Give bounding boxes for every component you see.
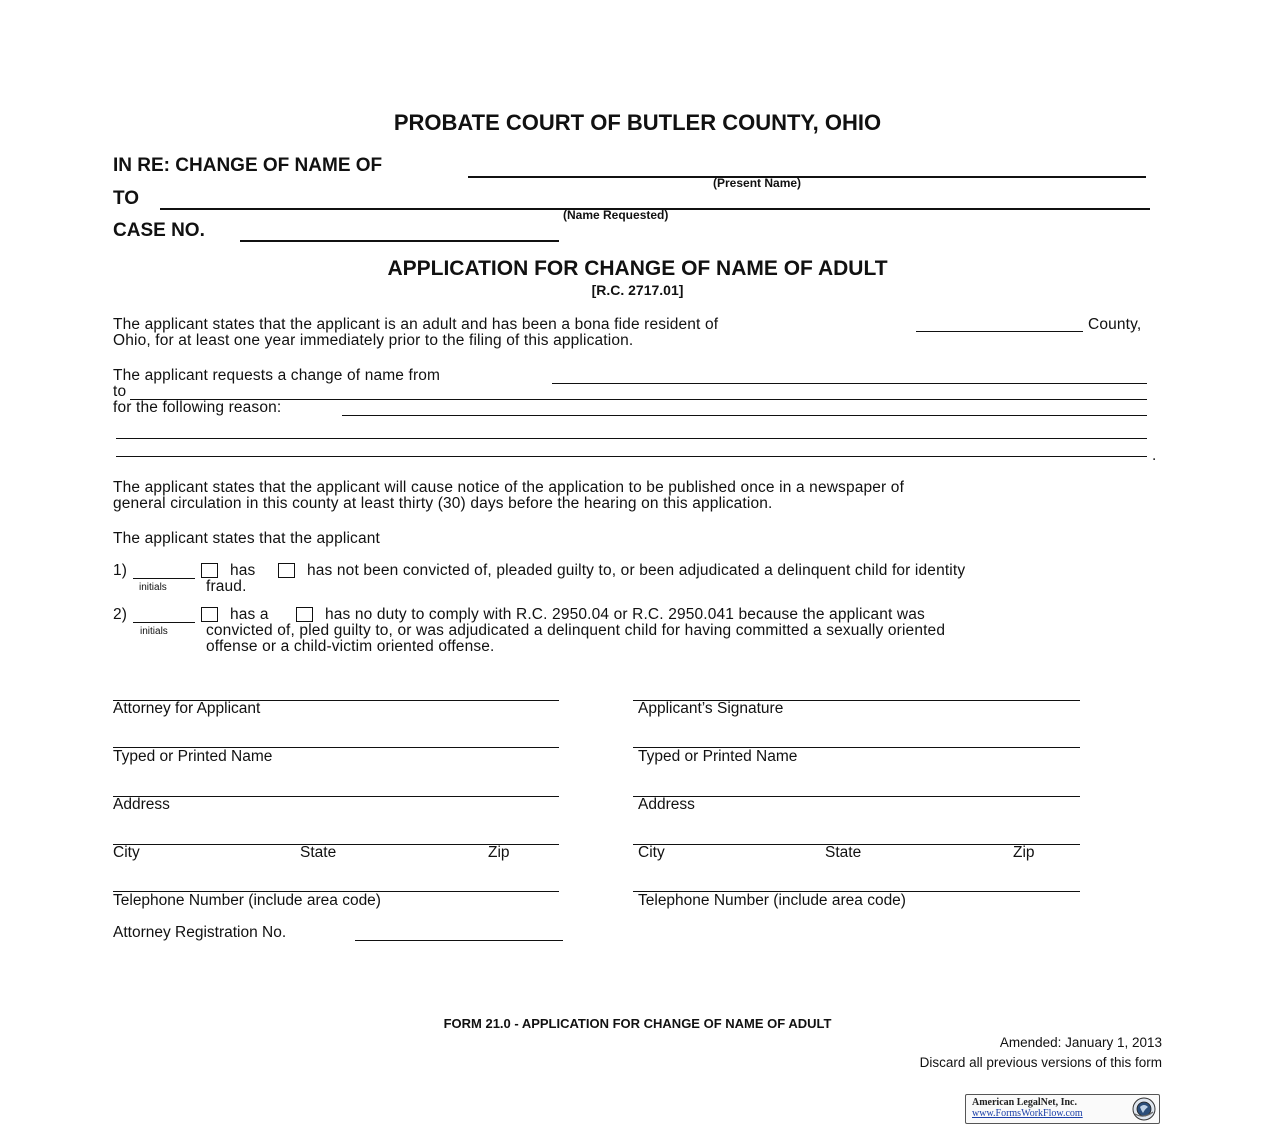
statement-2-has-checkbox[interactable] (201, 607, 218, 622)
statute-reference: [R.C. 2717.01] (591, 282, 684, 298)
statement-1-continuation: fraud. (206, 578, 247, 595)
statement-2-continuation-2: offense or a child-victim oriented offense. (206, 638, 495, 655)
reason-field-1[interactable] (342, 415, 1147, 416)
attorney-label: Attorney for Applicant (113, 700, 261, 717)
court-title: PROBATE COURT OF BUTLER COUNTY, OHIO (393, 110, 882, 135)
present-name-field[interactable] (468, 176, 1146, 178)
applicant-telephone-label: Telephone Number (include area code) (638, 892, 906, 909)
attorney-zip-label: Zip (488, 844, 510, 861)
county-field[interactable] (916, 331, 1083, 332)
attorney-address-label: Address (113, 796, 170, 813)
present-name-caption: (Present Name) (713, 176, 802, 190)
attorney-typed-name-label: Typed or Printed Name (113, 748, 273, 765)
statement-2-number: 2) (113, 606, 128, 623)
attorney-state-label: State (300, 844, 337, 861)
form-title: APPLICATION FOR CHANGE OF NAME OF ADULT (387, 257, 888, 280)
applicant-typed-name-label: Typed or Printed Name (638, 748, 798, 765)
statement-2-option-b: has no duty to comply with R.C. 2950.04 or R.C. 2950.041 because the applicant was (325, 606, 925, 623)
attorney-telephone-label: Telephone Number (include area code) (113, 892, 381, 909)
reason-label: for the following reason: (113, 399, 282, 416)
logo-url[interactable]: www.FormsWorkFlow.com (972, 1108, 1083, 1119)
attorney-registration-label: Attorney Registration No. (113, 924, 287, 941)
name-requested-caption: (Name Requested) (563, 208, 669, 222)
in-re-label: IN RE: CHANGE OF NAME OF (113, 155, 383, 176)
residency-county-word: County, (1088, 316, 1142, 333)
notice-text-1: The applicant states that the applicant will cause notice of the application to be published once in a newspaper of (113, 479, 905, 496)
discard-note: Discard all previous versions of this form (919, 1055, 1162, 1070)
applicant-city-label: City (638, 844, 665, 861)
american-legalnet-logo[interactable] (965, 1094, 1160, 1124)
statement-2-initials-field[interactable] (133, 622, 195, 623)
applicant-zip-label: Zip (1013, 844, 1035, 861)
statement-2-continuation-1: convicted of, pled guilty to, or was adjudicated a delinquent child for having committed a sexually oriented (206, 622, 946, 639)
applicant-signature-label: Applicant’s Signature (638, 700, 784, 717)
to-label: TO (113, 188, 140, 209)
statements-intro: The applicant states that the applicant (113, 530, 380, 547)
reason-field-3[interactable] (116, 456, 1147, 457)
attorney-city-label: City (113, 844, 140, 861)
applicant-state-label: State (825, 844, 862, 861)
reason-field-2[interactable] (116, 438, 1147, 439)
statement-1-has-checkbox[interactable] (201, 563, 218, 578)
statement-2-no-duty-checkbox[interactable] (296, 607, 313, 622)
statement-1-initials-field[interactable] (133, 578, 195, 579)
logo-company-name: American LegalNet, Inc. (972, 1097, 1077, 1108)
statement-2-initials-caption: initials (140, 626, 168, 637)
statement-1-option-a: has (230, 562, 256, 579)
attorney-address-line[interactable] (113, 796, 559, 797)
globe-icon (1132, 1097, 1156, 1121)
residency-text-1: The applicant states that the applicant is an adult and has been a bona fide resident of (113, 316, 719, 333)
statement-1-number: 1) (113, 562, 128, 579)
request-from-label: The applicant requests a change of name from (113, 367, 441, 384)
attorney-registration-field[interactable] (355, 940, 563, 941)
residency-text-2: Ohio, for at least one year immediately prior to the filing of this application. (113, 332, 634, 349)
amended-date: Amended: January 1, 2013 (999, 1035, 1162, 1050)
statement-1-has-not-checkbox[interactable] (278, 563, 295, 578)
reason-period: . (1152, 447, 1157, 464)
request-to-label: to (113, 383, 127, 400)
notice-text-2: general circulation in this county at least thirty (30) days before the hearing on this application. (113, 495, 773, 512)
from-name-field[interactable] (552, 383, 1147, 384)
case-no-field[interactable] (240, 240, 559, 242)
form-footer-name: FORM 21.0 - APPLICATION FOR CHANGE OF NAME OF ADULT (443, 1016, 832, 1031)
case-no-label: CASE NO. (113, 220, 205, 241)
to-name-field[interactable] (130, 399, 1147, 400)
statement-1-option-b: has not been convicted of, pleaded guilty to, or been adjudicated a delinquent child for identity (307, 562, 966, 579)
applicant-address-line[interactable] (633, 796, 1080, 797)
statement-2-option-a: has a (230, 606, 269, 623)
statement-1-initials-caption: initials (139, 582, 167, 593)
applicant-address-label: Address (638, 796, 695, 813)
